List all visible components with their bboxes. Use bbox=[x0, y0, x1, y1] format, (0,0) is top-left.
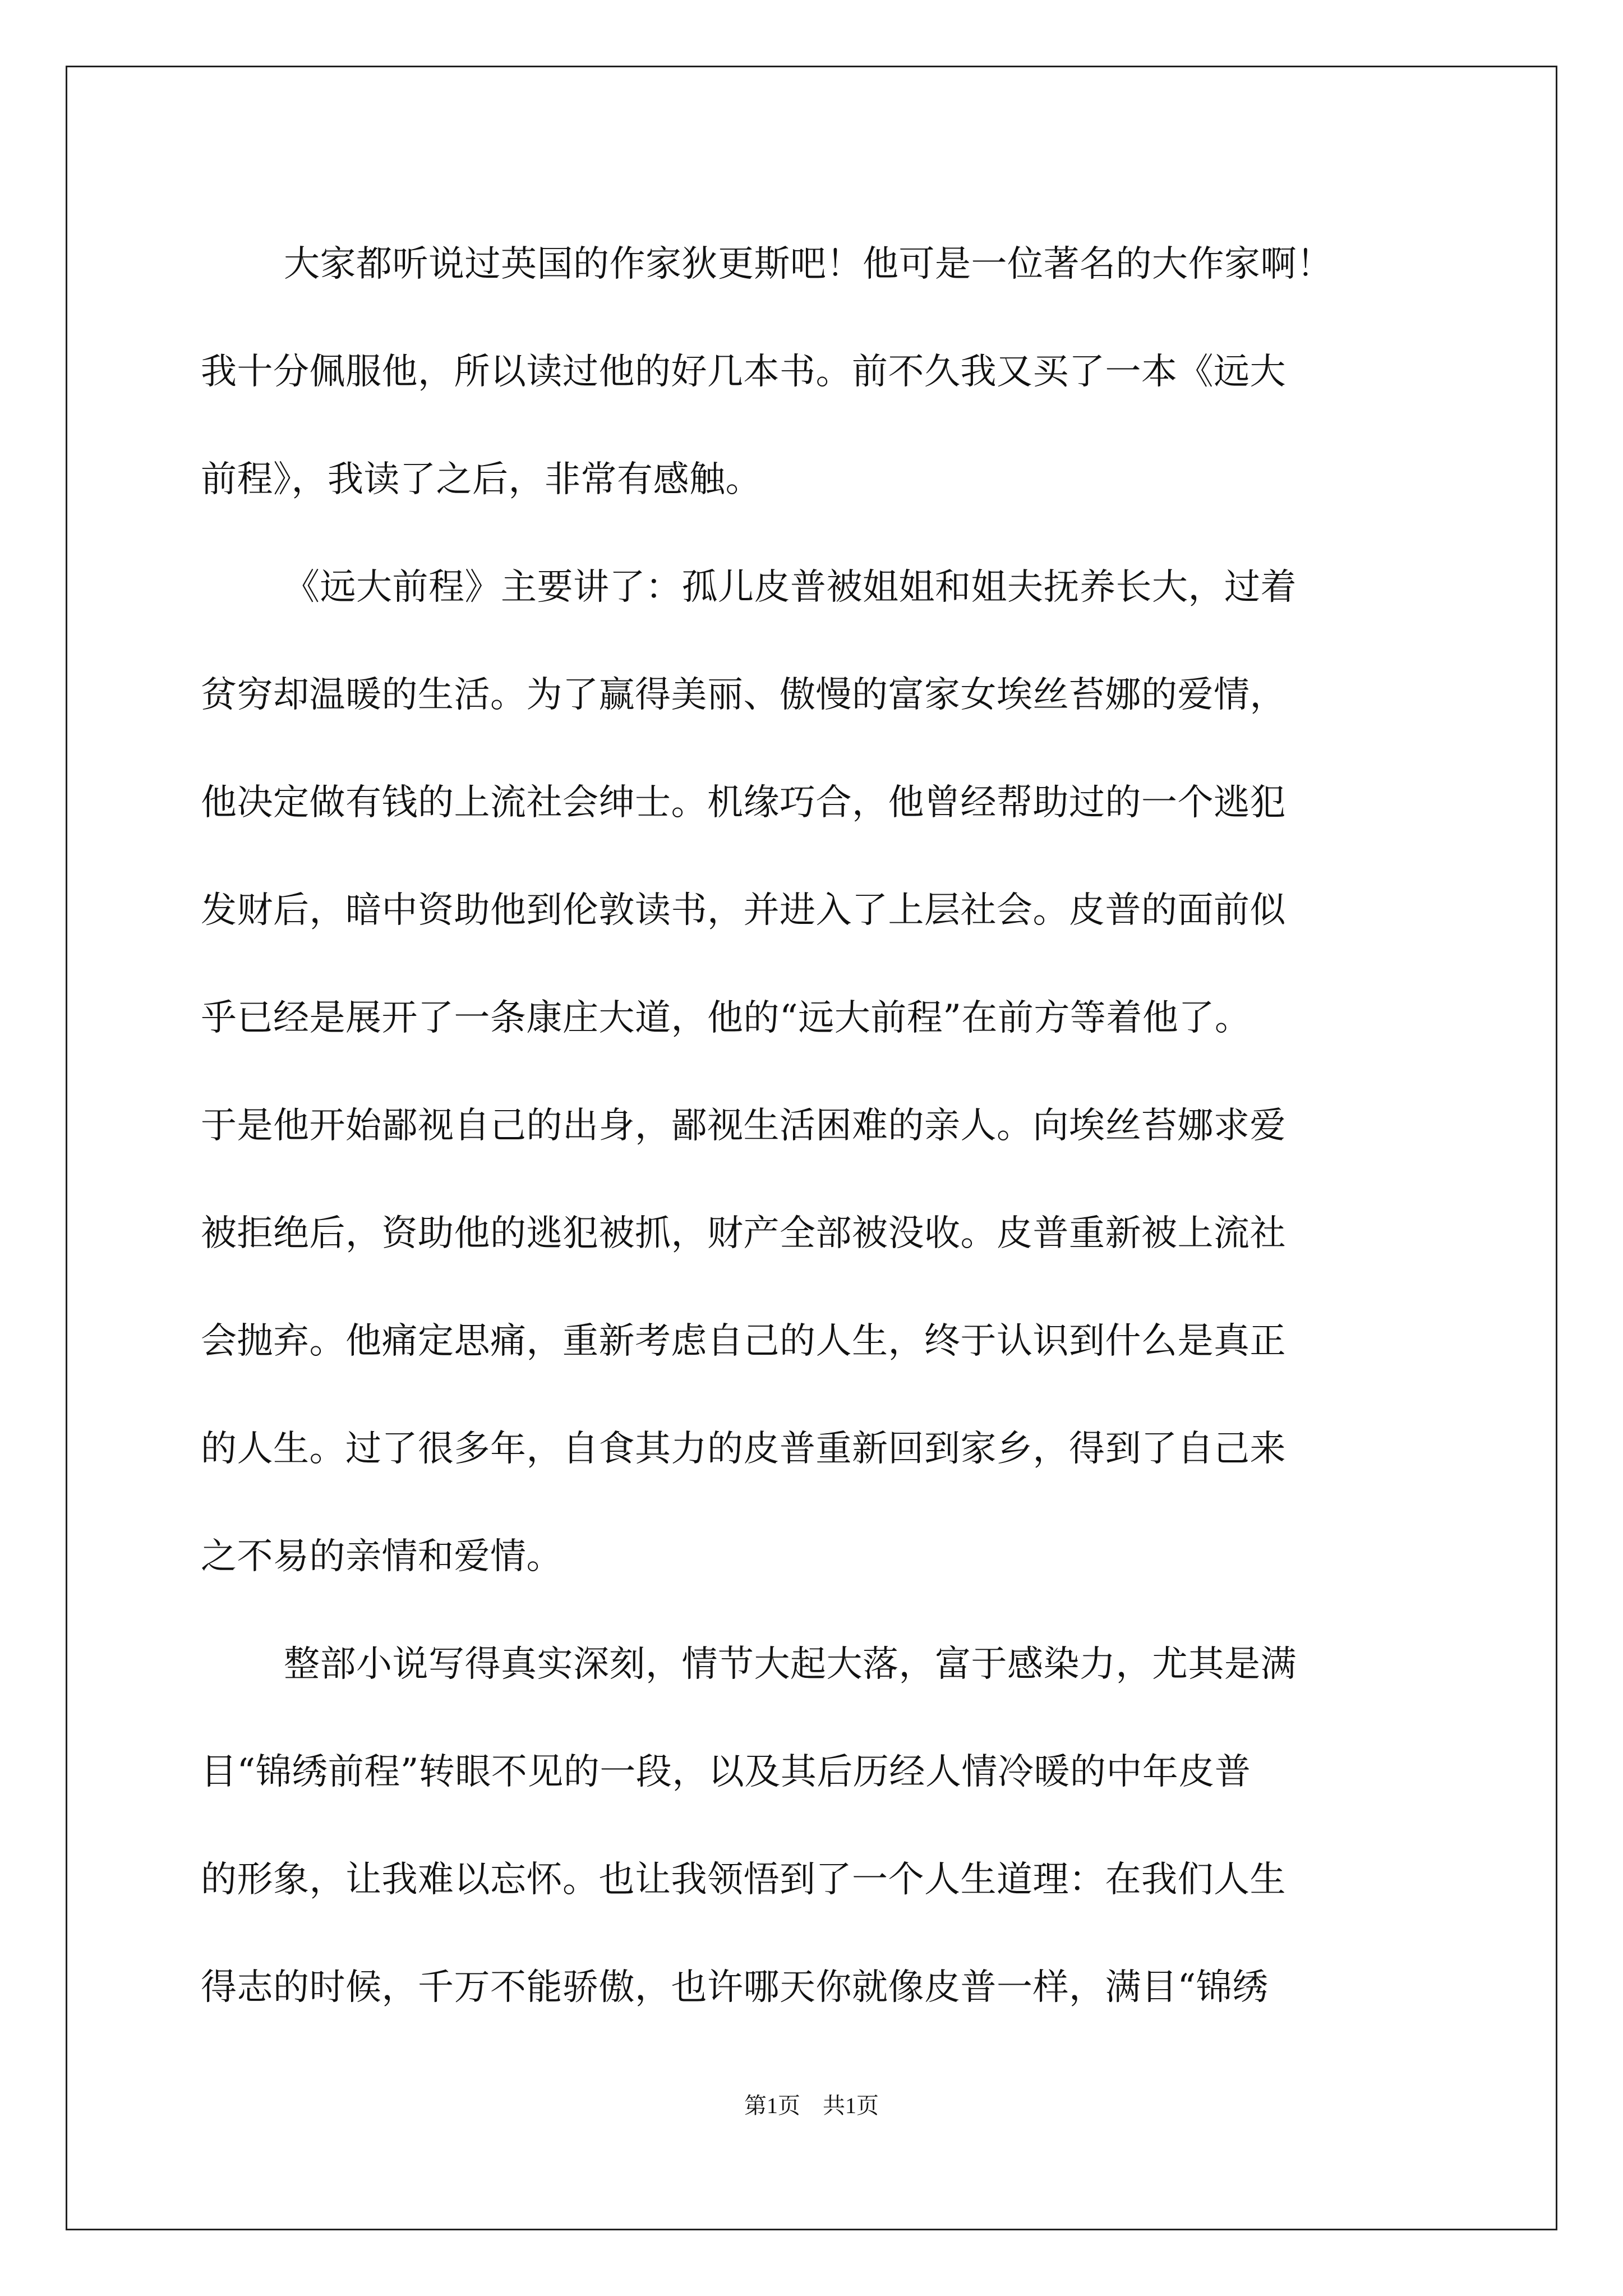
text-line: 乎已经是展开了一条康庄大道，他的“远大前程”在前方等着他了。 bbox=[201, 997, 1251, 1039]
page-number-footer: 第1页 共1页 bbox=[744, 2093, 879, 2118]
text-line: 被拒绝后，资助他的逃犯被抓，财产全部被没收。皮普重新被上流社 bbox=[201, 1213, 1286, 1254]
text-line: 目“锦绣前程”转眼不见的一段，以及其后历经人情冷暖的中年皮普 bbox=[201, 1751, 1251, 1793]
text-line: 的形象，让我难以忘怀。也让我领悟到了一个人生道理：在我们人生 bbox=[201, 1859, 1286, 1901]
text-line: 的人生。过了很多年，自食其力的皮普重新回到家乡，得到了自己来 bbox=[201, 1428, 1286, 1470]
text-line: 之不易的亲情和爱情。 bbox=[201, 1536, 562, 1577]
text-line: 贫穷却温暖的生活。为了赢得美丽、傲慢的富家女埃丝苔娜的爱情， bbox=[201, 674, 1286, 716]
text-line: 于是他开始鄙视自己的出身，鄙视生活困难的亲人。向埃丝苔娜求爱 bbox=[201, 1105, 1286, 1147]
text-line: 得志的时候，千万不能骄傲，也许哪天你就像皮普一样，满目“锦绣 bbox=[201, 1967, 1269, 2008]
text-line: 会抛弃。他痛定思痛，重新考虑自己的人生，终于认识到什么是真正 bbox=[201, 1320, 1286, 1362]
text-line: 前程》，我读了之后，非常有感触。 bbox=[201, 459, 762, 500]
text-line: 整部小说写得真实深刻，情节大起大落，富于感染力，尤其是满 bbox=[284, 1644, 1297, 1685]
text-line: 我十分佩服他，所以读过他的好几本书。前不久我又买了一本《远大 bbox=[201, 351, 1286, 393]
text-line: 大家都听说过英国的作家狄更斯吧！他可是一位著名的大作家啊！ bbox=[284, 243, 1333, 285]
text-line: 他决定做有钱的上流社会绅士。机缘巧合，他曾经帮助过的一个逃犯 bbox=[201, 782, 1286, 823]
text-line: 《远大前程》主要讲了：孤儿皮普被姐姐和姐夫抚养长大，过着 bbox=[284, 567, 1297, 608]
document-body bbox=[201, 210, 1435, 2041]
text-line: 发财后，暗中资助他到伦敦读书，并进入了上层社会。皮普的面前似 bbox=[201, 890, 1286, 931]
